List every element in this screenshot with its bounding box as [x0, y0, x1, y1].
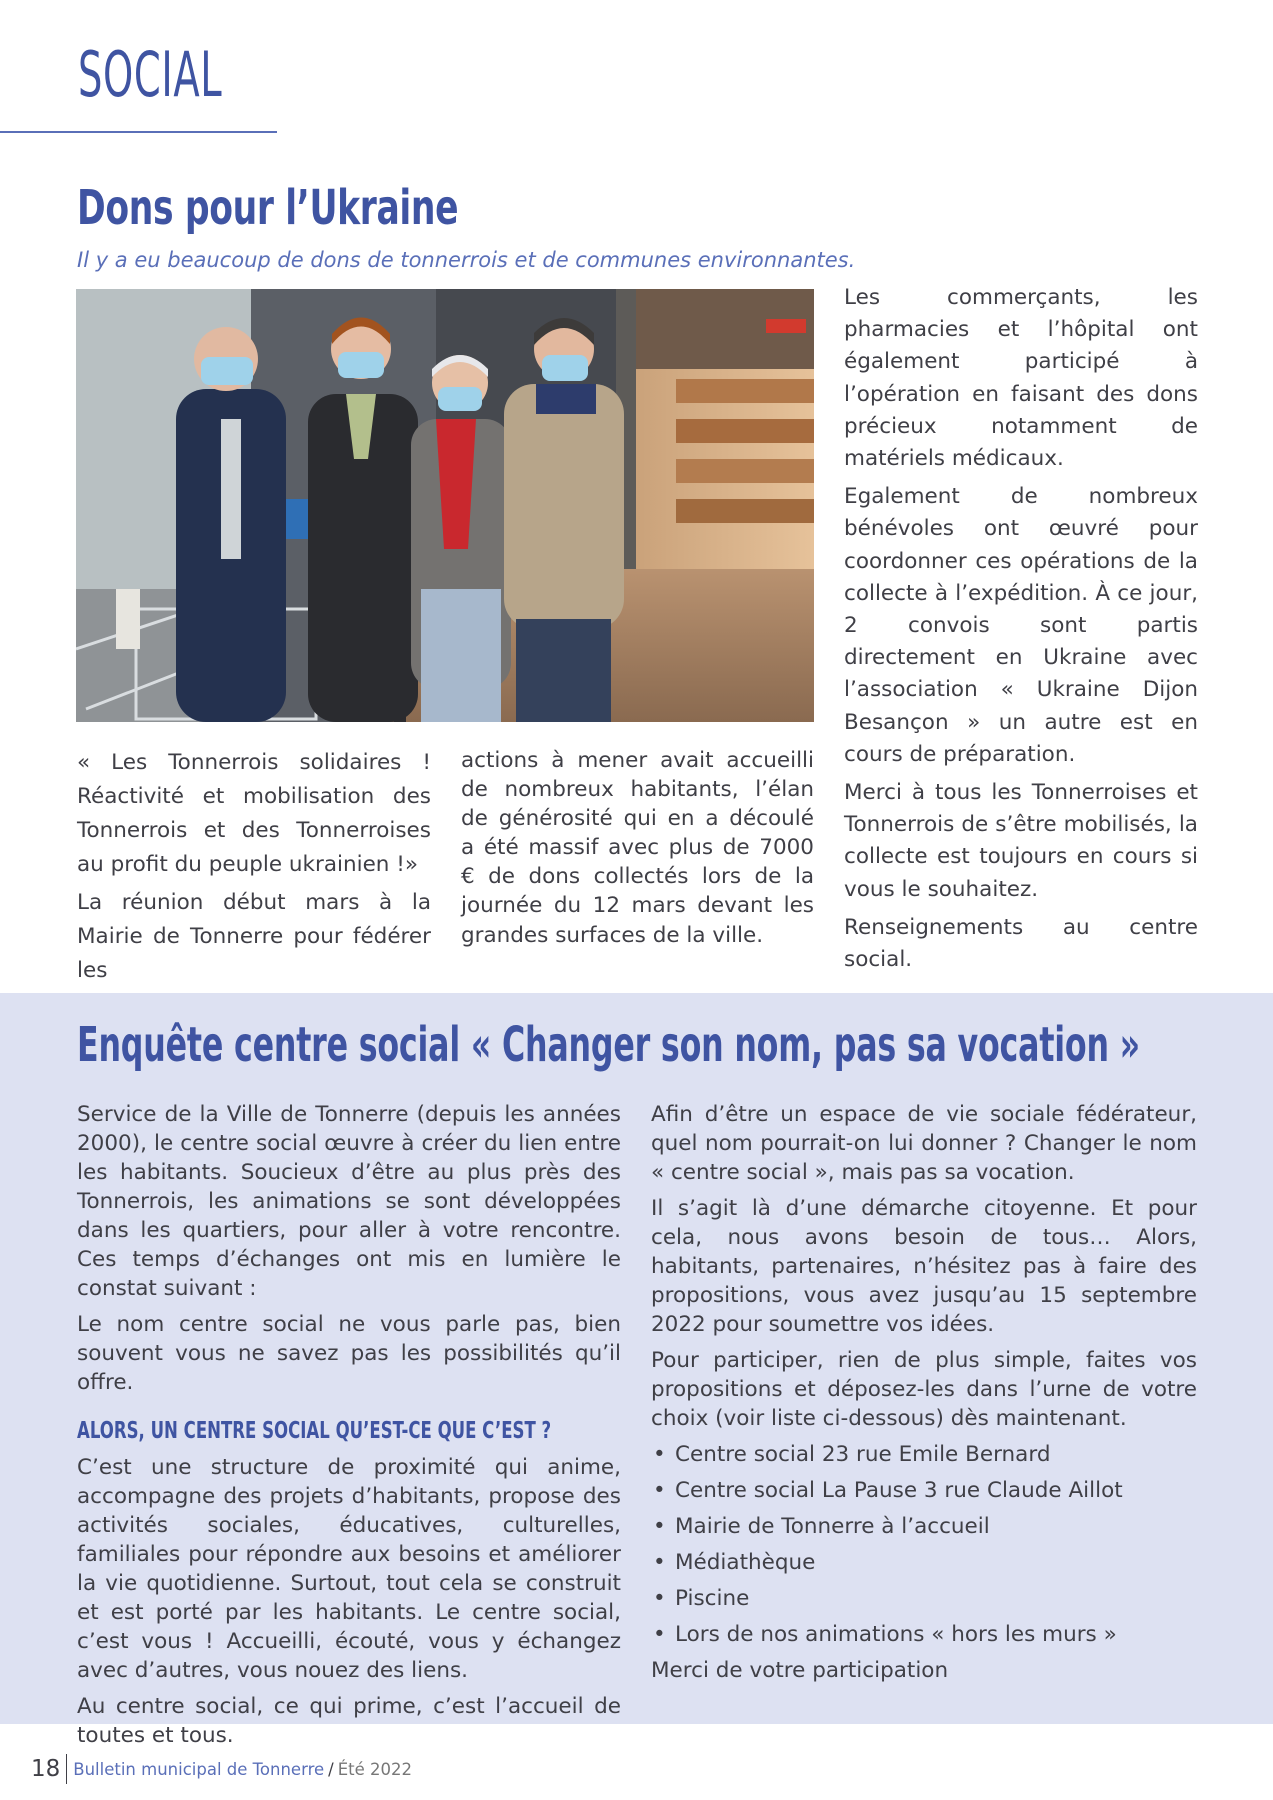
- article1-bottom-middle-column: [461, 746, 814, 956]
- issue-date: Été 2022: [337, 1759, 413, 1779]
- closing-thanks: Merci de votre participation: [651, 1658, 949, 1683]
- article-title-survey: Enquête centre social « Changer son nom, pas sa vocation »: [77, 1017, 1140, 1073]
- list-item: • Médiathèque: [651, 1548, 1197, 1577]
- ballot-box-locations-list: [651, 1440, 1197, 1649]
- page-number: 18: [31, 1756, 61, 1782]
- list-item: • Mairie de Tonnerre à l’accueil: [651, 1512, 1197, 1541]
- list-item: • Lors de nos animations « hors les murs »: [651, 1620, 1197, 1649]
- volunteers-photo: [76, 289, 814, 722]
- paragraph: Au centre social, ce qui prime, c’est l’accueil de toutes et tous.: [77, 1694, 621, 1748]
- paragraph: Merci à tous les Tonnerroises et Tonnerrois de s’être mobilisés, la collecte est toujours en cours si vous le souhaitez.: [844, 780, 1198, 902]
- article2-left-column: [77, 1100, 621, 1757]
- paragraph: actions à mener avait accueilli de nombreux habitants, l’élan de générosité qui en a découlé a été massif avec plus de 7000 € de dons collectés lors de la journée du 12 mars devant les grandes surfaces de la ville.: [461, 748, 814, 948]
- paragraph: Les commerçants, les pharmacies et l’hôpital ont également participé à l’opération en faisant des dons précieux notamment de matériels médicaux.: [844, 285, 1198, 472]
- paragraph: Le nom centre social ne vous parle pas, bien souvent vous ne savez pas les possibilités qu’il offre.: [77, 1312, 621, 1395]
- article-lead: Il y a eu beaucoup de dons de tonnerrois et de communes environnantes.: [77, 248, 856, 272]
- list-item: • Centre social 23 rue Emile Bernard: [651, 1440, 1197, 1469]
- list-item: • Centre social La Pause 3 rue Claude Aillot: [651, 1476, 1197, 1505]
- paragraph: Pour participer, rien de plus simple, faites vos propositions et déposez-les dans l’urne de votre choix (voir liste ci-dessous) dès maintenant.: [651, 1348, 1197, 1431]
- section-title: SOCIAL: [78, 38, 223, 111]
- footer-slash: /: [328, 1759, 334, 1779]
- paragraph: Renseignements au centre social.: [844, 914, 1198, 973]
- section-rule: [0, 131, 277, 133]
- article1-bottom-left-column: [77, 746, 431, 992]
- article-title-ukraine: Dons pour l’Ukraine: [77, 180, 459, 236]
- paragraph: Afin d’être un espace de vie sociale fédérateur, quel nom pourrait-on lui donner ? Changer le nom « centre social », mais pas sa vocation.: [651, 1102, 1197, 1185]
- list-item: • Piscine: [651, 1584, 1197, 1613]
- paragraph: La réunion début mars à la Mairie de Tonnerre pour fédérer les: [77, 890, 431, 983]
- paragraph: Egalement de nombreux bénévoles ont œuvré pour coordonner ces opérations de la collecte à l’expédition. À ce jour, 2 convois sont partis directement en Ukraine avec l’association « Ukraine Dijon Besançon » un autre est en cours de préparation.: [844, 484, 1198, 767]
- quote-paragraph: « Les Tonnerrois solidaires ! Réactivité et mobilisation des Tonnerrois et des Tonnerroises au profit du peuple ukrainien !»: [77, 750, 431, 877]
- paragraph: Il s’agit là d’une démarche citoyenne. Et pour cela, nous avons besoin de tous… Alors, habitants, partenaires, n’hésitez pas à faire des propositions, vous avez jusqu’au 15 septembre 2022 pour soumettre vos idées.: [651, 1196, 1197, 1337]
- subheading: ALORS, UN CENTRE SOCIAL QU’EST-CE QUE C’EST ?: [77, 1418, 552, 1444]
- page-footer: [31, 1752, 412, 1786]
- article1-right-column: [844, 282, 1198, 982]
- paragraph: Service de la Ville de Tonnerre (depuis les années 2000), le centre social œuvre à créer du lien entre les habitants. Soucieux d’être au plus près des Tonnerrois, les animations se sont développées dans les quartiers, pour aller à votre rencontre. Ces temps d’échanges ont mis en lumière le constat suivant :: [77, 1102, 621, 1301]
- article2-right-column: [651, 1100, 1197, 1692]
- footer-divider: [66, 1754, 67, 1784]
- paragraph: C’est une structure de proximité qui anime, accompagne des projets d’habitants, propose des activités sociales, éducatives, culturelles, familiales pour répondre aux besoins et améliorer la vie quotidienne. Surtout, tout cela se construit et est porté par les habitants. Le centre social, c’est vous ! Accueilli, écouté, vous y échangez avec d’autres, vous nouez des liens.: [77, 1455, 621, 1683]
- publication-name: Bulletin municipal de Tonnerre: [73, 1759, 325, 1779]
